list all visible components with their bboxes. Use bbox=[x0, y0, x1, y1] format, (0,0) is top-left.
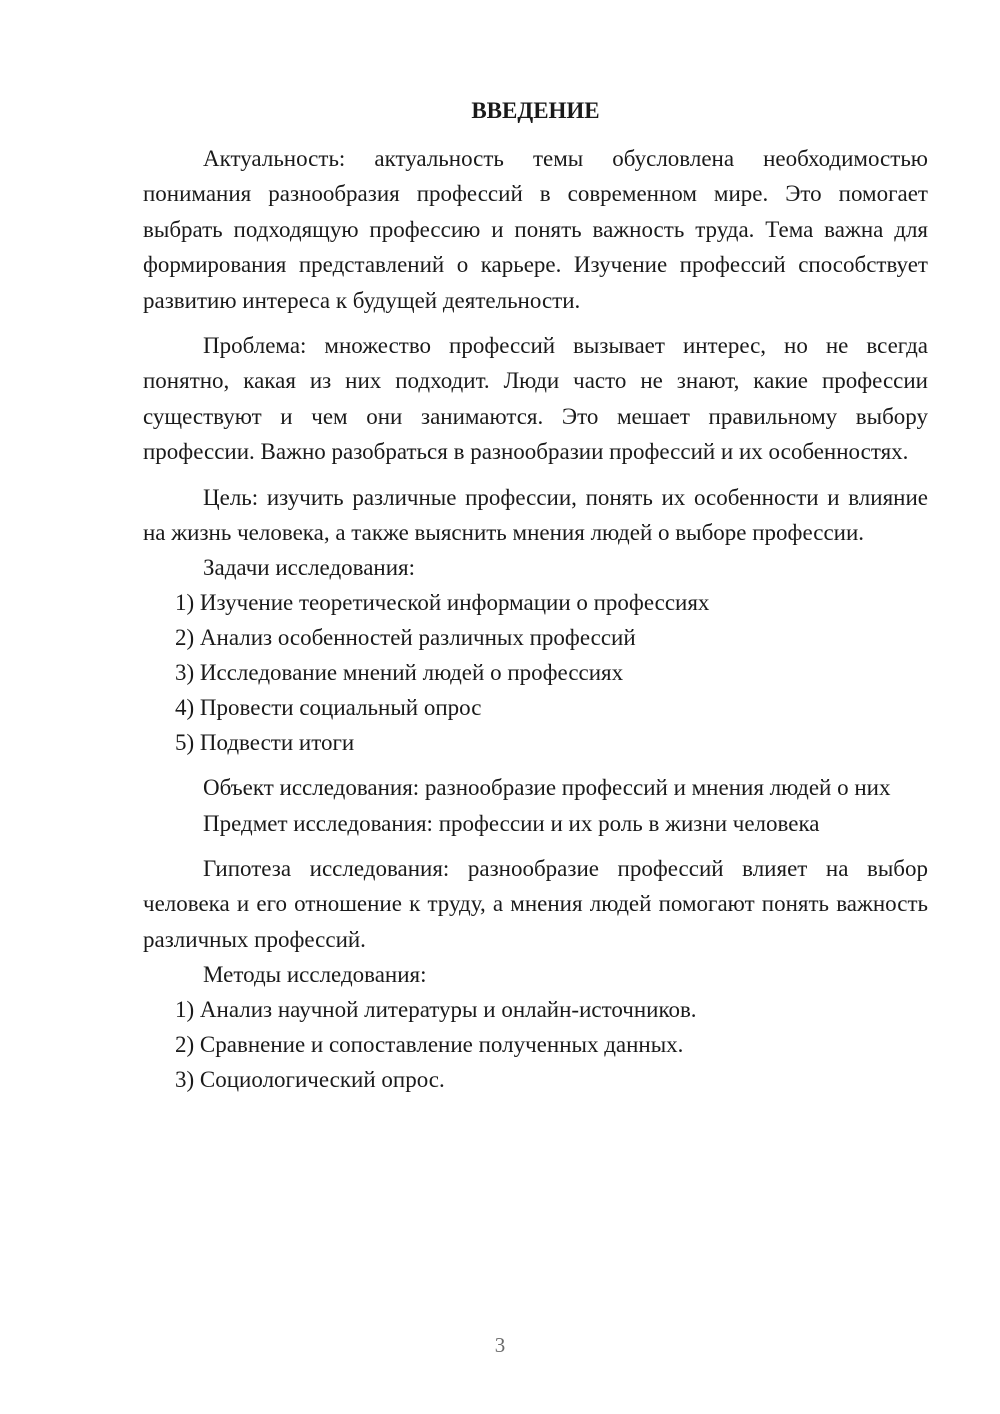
hypothesis-paragraph: Гипотеза исследования: разнообразие профессий влияет на выбор человека и его отношение к труду, а мнения людей помогают понять важность различных профессий. bbox=[143, 855, 928, 952]
list-item: 3) Социологический опрос. bbox=[175, 1067, 445, 1093]
document-body bbox=[143, 141, 928, 1097]
list-item: 3) Исследование мнений людей о профессиях bbox=[175, 660, 624, 686]
list-item: 1) Анализ научной литературы и онлайн-источников. bbox=[175, 997, 697, 1023]
list-item: 5) Подвести итоги bbox=[175, 730, 355, 756]
list-item: 1) Изучение теоретической информации о профессиях bbox=[175, 590, 710, 616]
relevance-paragraph: Актуальность: актуальность темы обусловлена необходимостью понимания разнообразия профессий в современном мире. Это помогает выбрать подходящую профессию и понять важность труда. Тема важна для формирования представлений о карьере. Изучение профессий способствует развитию интереса к будущей деятельности. bbox=[143, 146, 928, 313]
tasks-heading: Задачи исследования: bbox=[203, 555, 416, 581]
tasks-list bbox=[143, 585, 928, 760]
list-item: 4) Провести социальный опрос bbox=[175, 695, 482, 721]
methods-heading: Методы исследования: bbox=[203, 962, 427, 988]
subject-paragraph: Предмет исследования: профессии и их роль в жизни человека bbox=[203, 810, 820, 836]
list-item: 2) Сравнение и сопоставление полученных данных. bbox=[175, 1032, 684, 1058]
list-item: 2) Анализ особенностей различных профессий bbox=[175, 625, 636, 651]
object-paragraph: Объект исследования: разнообразие профессий и мнения людей о них bbox=[203, 775, 891, 801]
page-number: 3 bbox=[494, 1333, 506, 1357]
page-title: ВВЕДЕНИЕ bbox=[471, 98, 600, 123]
methods-list bbox=[143, 992, 928, 1097]
goal-paragraph: Цель: изучить различные профессии, понять их особенности и влияние на жизнь человека, а также выяснить мнения людей о выборе профессии. bbox=[143, 484, 928, 546]
problem-paragraph: Проблема: множество профессий вызывает интерес, но не всегда понятно, какая из них подходит. Люди часто не знают, какие профессии существуют и чем они занимаются. Это мешает правильному выбору профессии. Важно разобраться в разнообразии профессий и их особенностях. bbox=[143, 333, 928, 465]
